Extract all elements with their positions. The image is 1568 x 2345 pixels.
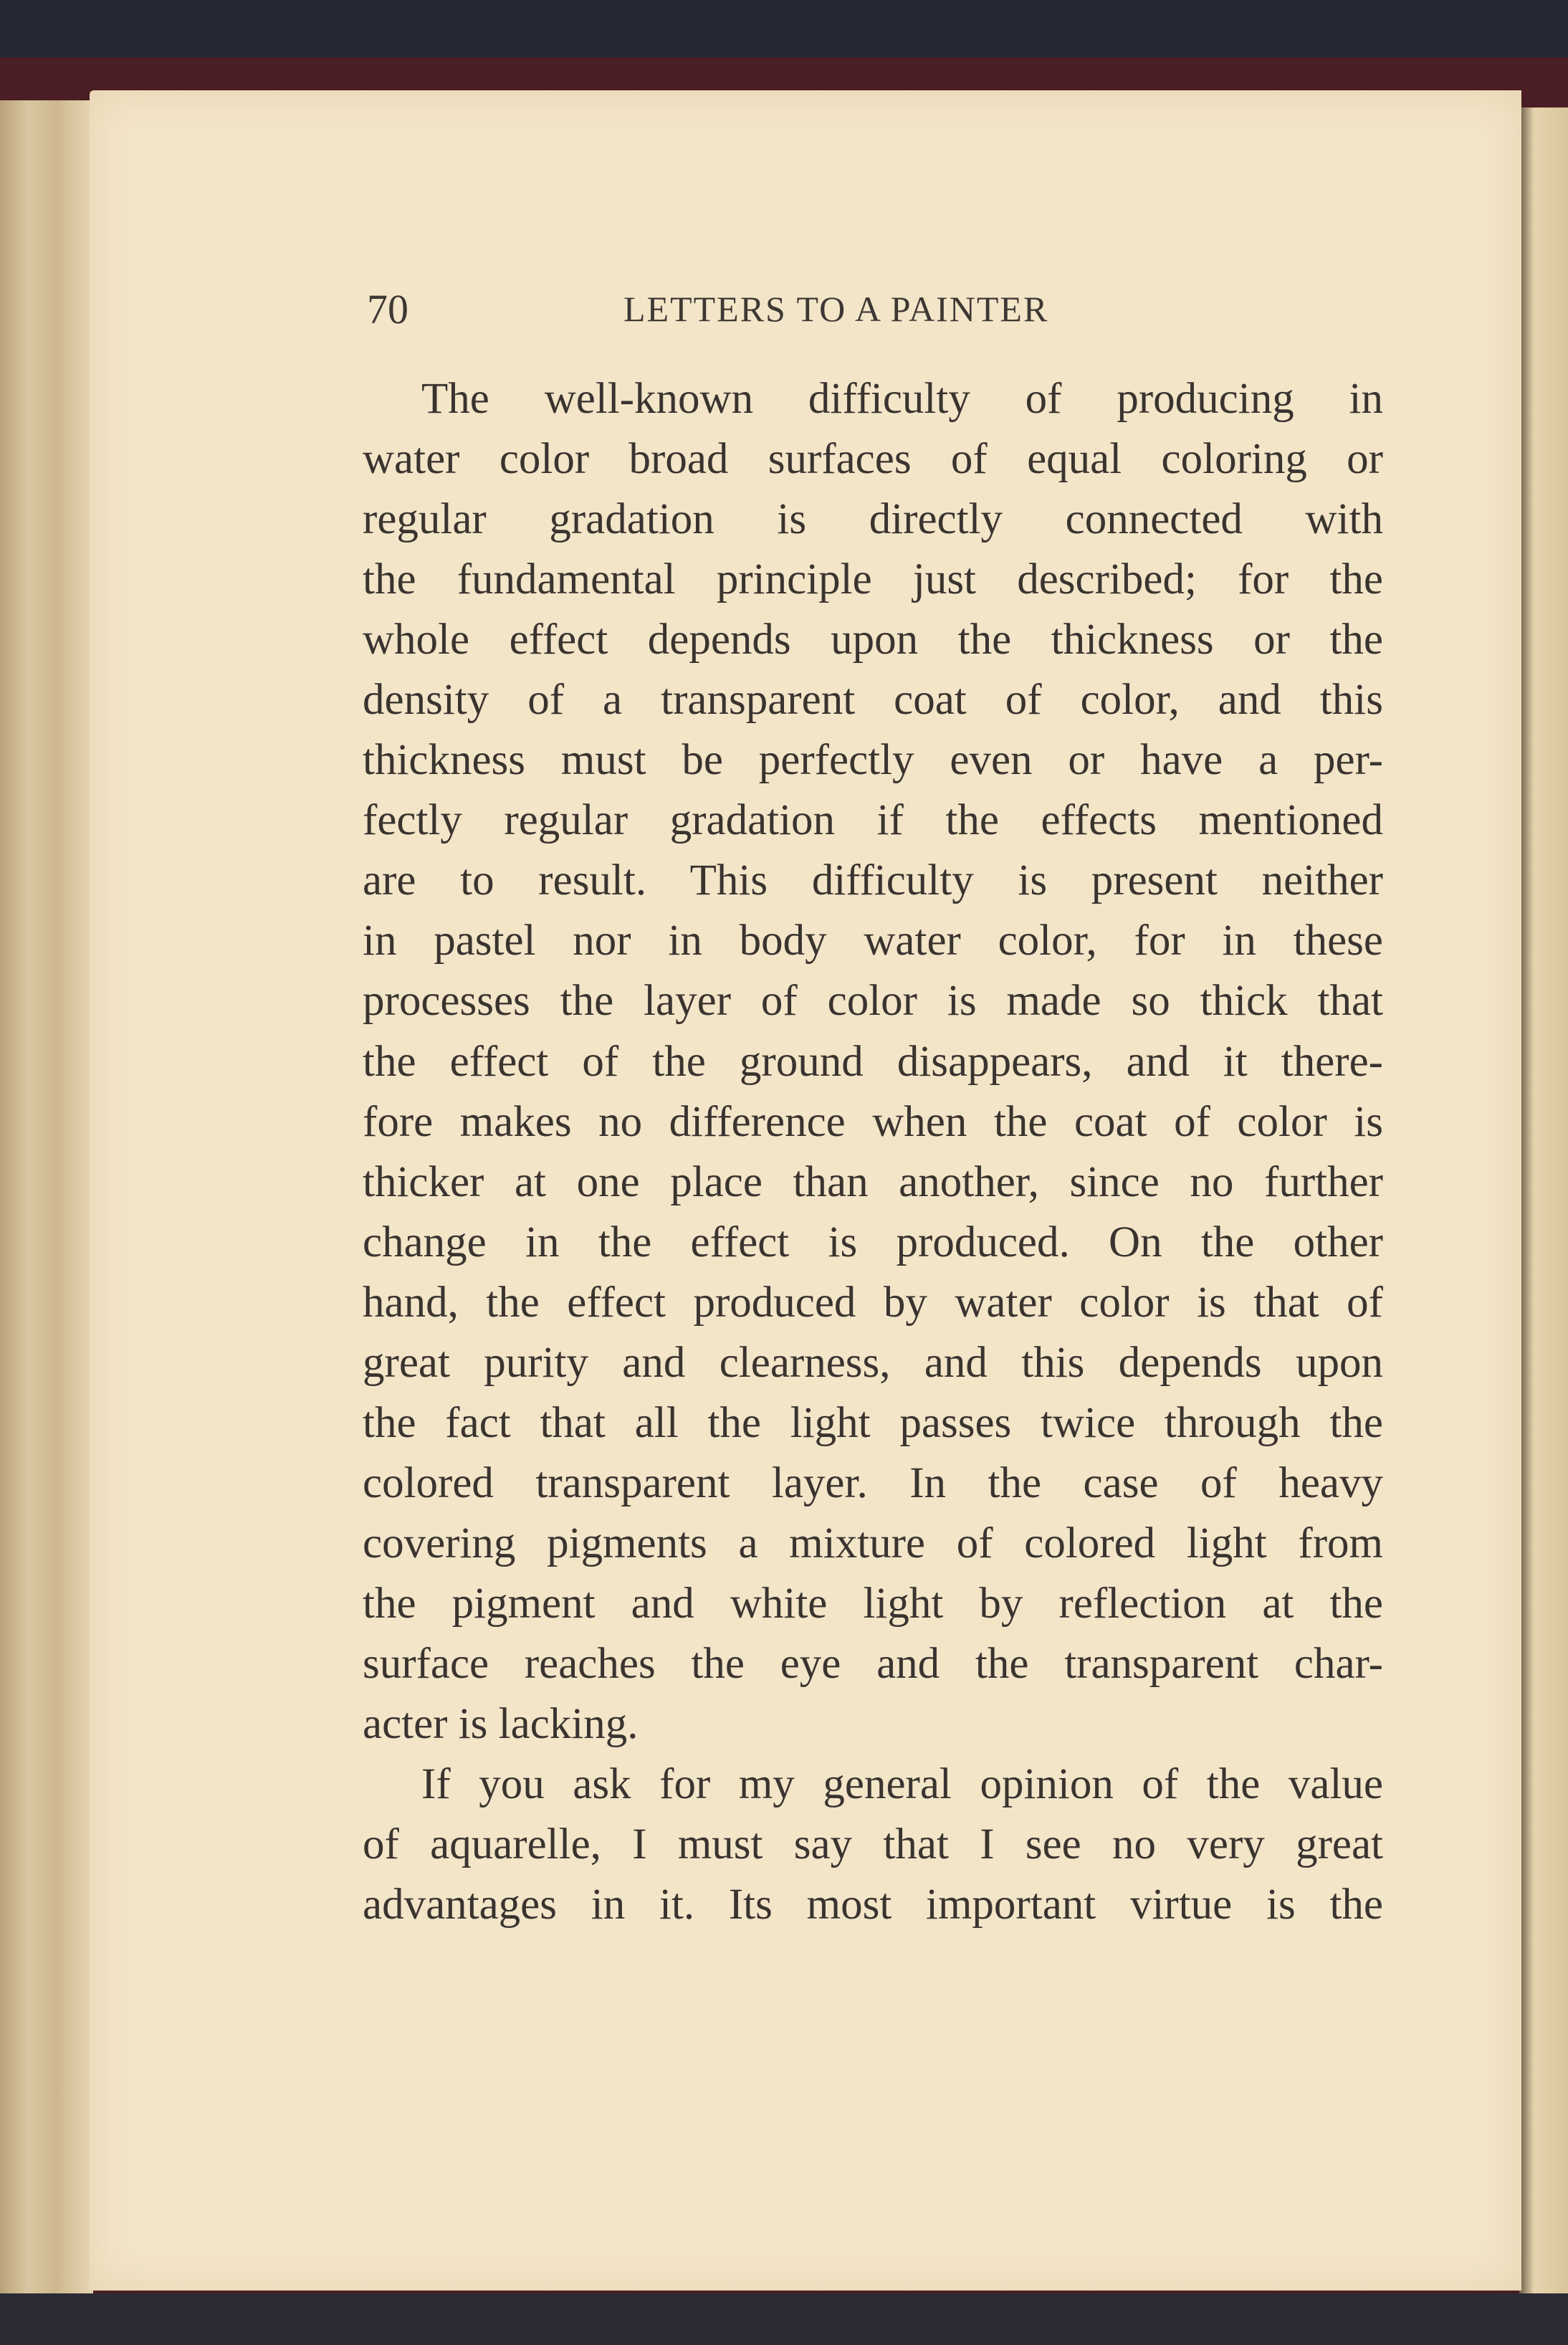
- text-line: of aquarelle, I must say that I see no very great: [363, 1820, 1383, 1869]
- text-line: the fact that all the light passes twice through the: [363, 1398, 1383, 1447]
- running-title: LETTERS TO A PAINTER: [623, 289, 1049, 329]
- text-line: the pigment and white light by reflection at the: [363, 1579, 1383, 1628]
- text-line: If you ask for my general opinion of the value: [421, 1760, 1383, 1809]
- text-line: covering pigments a mixture of colored light from: [363, 1519, 1383, 1567]
- text-line: fectly regular gradation if the effects mentioned: [363, 796, 1383, 845]
- text-line: The well-known difficulty of producing in: [421, 375, 1383, 423]
- text-line: acter is lacking.: [363, 1700, 639, 1749]
- page-number: 70: [367, 286, 408, 333]
- text-line: hand, the effect produced by water color is that of: [363, 1278, 1383, 1327]
- text-line: in pastel nor in body water color, for in these: [363, 917, 1383, 965]
- text-line: change in the effect is produced. On the other: [363, 1218, 1383, 1266]
- text-line: processes the layer of color is made so thick that: [363, 977, 1383, 1026]
- page-edges-right: [1519, 108, 1568, 2293]
- text-line: regular gradation is directly connected with: [363, 495, 1383, 544]
- book-cloth-bottom: [0, 2293, 1568, 2345]
- text-line: whole effect depends upon the thickness or the: [363, 616, 1383, 664]
- book-cloth-background: [0, 0, 1568, 65]
- text-line: colored transparent layer. In the case of heavy: [363, 1458, 1383, 1507]
- text-line: great purity and clearness, and this depends upon: [363, 1338, 1383, 1387]
- text-line: thicker at one place than another, since no further: [363, 1157, 1383, 1206]
- text-line: the effect of the ground disappears, and it there-: [363, 1037, 1383, 1086]
- page-edges-left: [0, 100, 93, 2293]
- text-line: advantages in it. Its most important virtue is the: [363, 1881, 1383, 1929]
- text-line: the fundamental principle just described; for the: [363, 555, 1383, 604]
- text-line: fore makes no difference when the coat of color is: [363, 1097, 1383, 1146]
- text-line: thickness must be perfectly even or have a per-: [363, 736, 1383, 785]
- page-header: [0, 285, 1568, 335]
- page-body-text: [363, 369, 1383, 1935]
- text-line: density of a transparent coat of color, and this: [363, 676, 1383, 725]
- text-line: water color broad surfaces of equal coloring or: [363, 435, 1383, 484]
- text-line: surface reaches the eye and the transparent char-: [363, 1639, 1383, 1688]
- text-line: are to result. This difficulty is present neither: [363, 856, 1383, 905]
